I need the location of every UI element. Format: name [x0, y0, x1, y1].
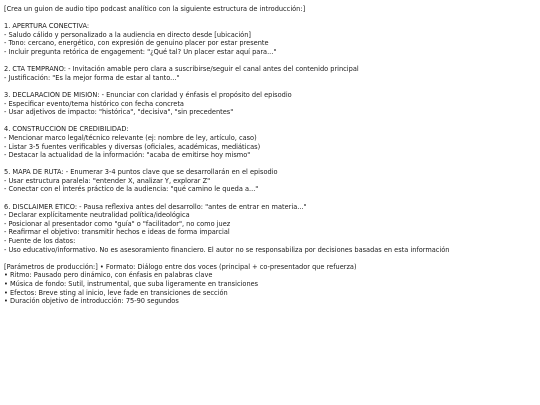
document-body [4, 5, 536, 306]
section-mapa-de-ruta [4, 168, 536, 194]
section-gap [4, 57, 536, 66]
section-line: - Usar estructura paralela: "entender X, analizar Y, explorar Z" [4, 176, 211, 185]
section-line: - Conectar con el interés práctico de la audiencia: "qué camino le queda a..." [4, 185, 259, 194]
section-gap [4, 254, 536, 263]
section-heading: 3. DECLARACIÓN DE MISIÓN: - Enunciar con claridad y énfasis el propósito del episodio [4, 90, 292, 99]
section-heading: 2. CTA TEMPRANO: - Invitación amable pero clara a suscribirse/seguir el canal antes del contenido principal [4, 65, 359, 74]
section-line: - Fuente de los datos: [4, 237, 76, 246]
section-heading: 1. APERTURA CONECTIVA: [4, 22, 90, 31]
section-gap [4, 160, 536, 169]
section-apertura [4, 22, 536, 56]
section-gap [4, 82, 536, 91]
section-line: - Justificación: "Es la mejor forma de estar al tanto..." [4, 73, 180, 82]
section-line: - Listar 3-5 fuentes verificables y diversas (oficiales, académicas, mediáticas) [4, 142, 261, 151]
section-gap [4, 14, 536, 23]
section-gap [4, 194, 536, 203]
section-credibilidad [4, 125, 536, 159]
section-line: - Mencionar marco legal/técnico relevante (ej: nombre de ley, artículo, caso) [4, 133, 257, 142]
section-heading: 5. MAPA DE RUTA: - Enumerar 3-4 puntos clave que se desarrollarán en el episodio [4, 168, 278, 177]
section-gap [4, 117, 536, 126]
section-line: - Destacar la actualidad de la información: "acaba de emitirse hoy mismo" [4, 151, 251, 160]
section-line: - Usar adjetivos de impacto: "histórica", "decisiva", "sin precedentes" [4, 108, 234, 117]
section-heading: 4. CONSTRUCCIÓN DE CREDIBILIDAD: [4, 125, 129, 134]
section-line: - Reafirmar el objetivo: transmitir hechos e ideas de forma imparcial [4, 228, 230, 237]
section-line: - Declarar explícitamente neutralidad política/ideológica [4, 211, 190, 220]
section-cta [4, 65, 536, 82]
section-heading: 6. DISCLAIMER ÉTICO: - Pausa reflexiva antes del desarrollo: "antes de entrar en materia..." [4, 202, 307, 211]
section-parametros [4, 263, 536, 306]
section-line: • Duración objetivo de introducción: 75-90 segundos [4, 297, 179, 306]
intro-line: [Crea un guion de audio tipo podcast analítico con la siguiente estructura de introducción:] [4, 5, 306, 13]
section-heading: [Parámetros de producción:] • Formato: Diálogo entre dos voces (principal + co-presentador que refuerza) [4, 262, 357, 271]
section-line: - Posicionar al presentador como "guía" o "facilitador", no como juez [4, 219, 231, 228]
section-mision [4, 91, 536, 117]
section-line: • Ritmo: Pausado pero dinámico, con énfasis en palabras clave [4, 271, 213, 280]
section-line: - Tono: cercano, energético, con expresión de genuino placer por estar presente [4, 39, 269, 48]
section-line: • Efectos: Breve sting al inicio, leve fade en transiciones de sección [4, 288, 228, 297]
section-disclaimer [4, 203, 536, 255]
section-line: - Saludo cálido y personalizado a la audiencia en directo desde [ubicación] [4, 30, 251, 39]
section-line: - Incluir pregunta retórica de engagement: "¿Qué tal? Un placer estar aquí para..." [4, 47, 277, 56]
section-line: - Especificar evento/tema histórico con fecha concreta [4, 99, 184, 108]
section-line: - Uso educativo/informativo. No es asesoramiento financiero. El autor no se responsabiliza por decisiones basadas en esta información [4, 245, 450, 254]
section-line: • Música de fondo: Sutil, instrumental, que suba ligeramente en transiciones [4, 280, 259, 288]
